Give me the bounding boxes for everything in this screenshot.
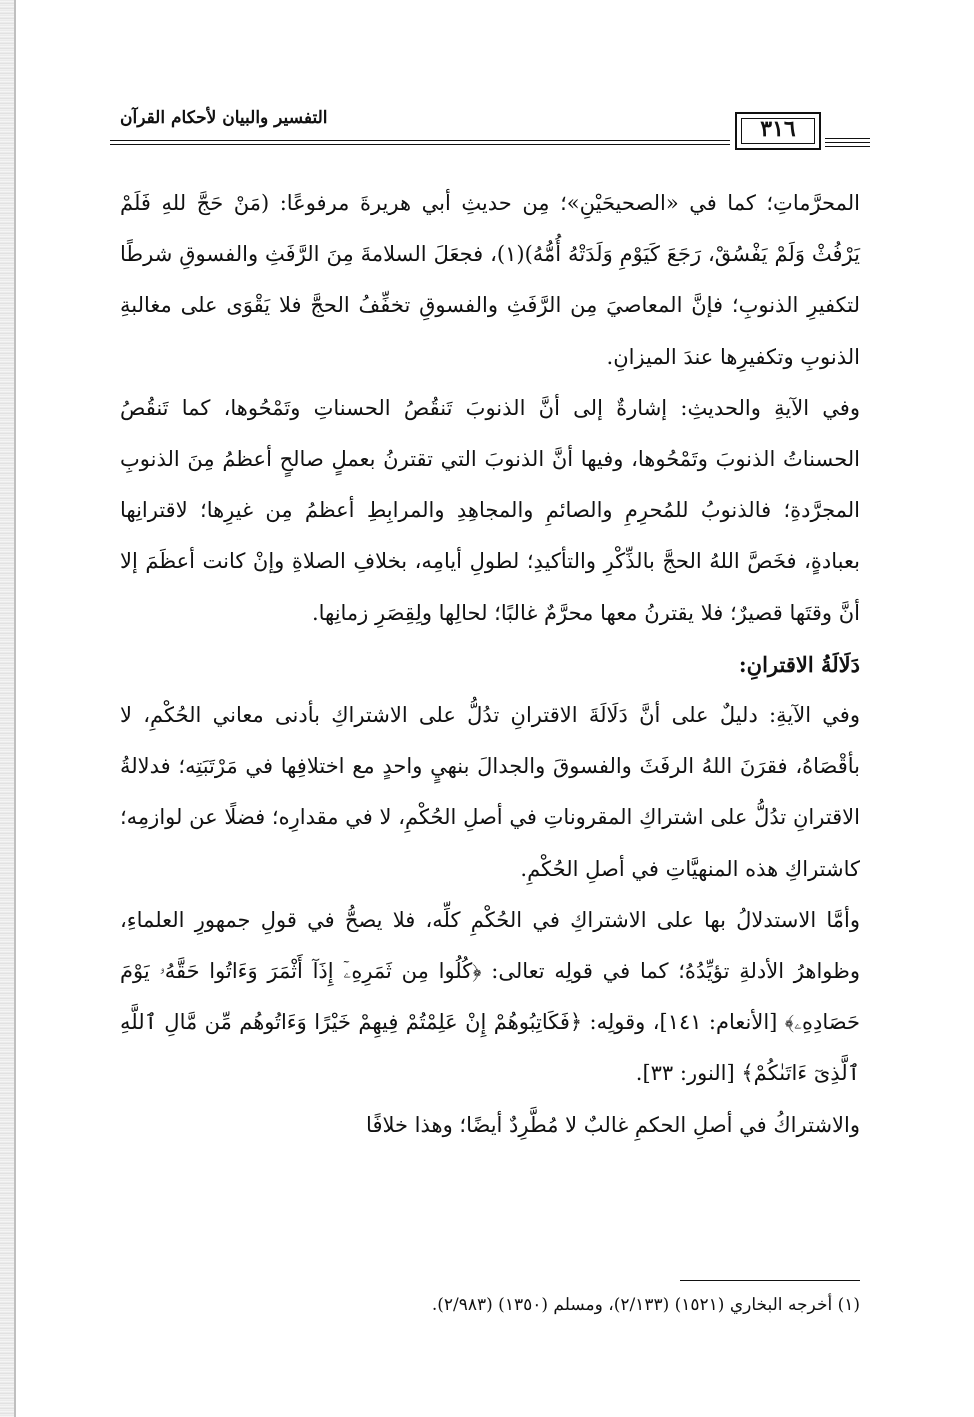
section-heading: دَلَالَةُ الاقترانِ: [738,651,860,677]
page-number: ٣١٦ [760,116,796,142]
header-rule [110,144,730,145]
paragraph: والاشتراكُ في أصلِ الحكمِ غالبٌ لا مُطَّرِدٌ أيضًا؛ وهذا خلافًا [366,1112,860,1137]
footnote: (١) أخرجه البخاري (١٥٢١) (٢/١٣٣)، ومسلم (١٣٥٠) (٢/٩٨٣). [431,1295,860,1315]
running-title: التفسير والبيان لأحكام القرآن [120,108,328,128]
scan-edge [0,0,14,1417]
paragraph: المحرَّماتِ؛ كما في «الصحيحَيْنِ»؛ مِن حديثِ أبي هريرةَ مرفوعًا: (مَنْ حَجَّ للهِ فَلَمْ يَرْفُثْ وَلَمْ يَفْسُقْ، رَجَعَ كَيَوْمِ وَلَدَتْهُ أُمُّهُ)(١)، فجعَلَ السلامةَ مِنَ الرَّفَثِ والفسوقِ شرطًا لتكفيرِ الذنوبِ؛ فإنَّ المعاصيَ مِن الرَّفَثِ والفسوقِ تخفِّفُ الحجَّ فلا يَقْوَى على مغالبةِ الذنوبِ وتكفيرِها عندَ الميزانِ. [120,191,860,369]
paragraph: وفي الآيةِ: دليلٌ على أنَّ دَلَالَةَ الاقترانِ تدُلُّ على الاشتراكِ بأدنى معاني الحُكْمِ، لا بأقْصَاهُ، فقرَنَ اللهُ الرفَثَ والفسوقَ والجدالَ بنهيٍ واحدٍ مع اختلافِها في مَرْتَبَتِه؛ فدلالةُ الاقترانِ تدُلُّ على اشتراكِ المقروناتِ في أصلِ الحُكْمِ، لا في مقدارِه؛ فضلًا عن لوازمِه؛ كاشتراكِ هذه المنهيَّاتِ في أصلِ الحُكْمِ. [120,703,860,881]
header-rule [825,138,870,139]
body-text [120,178,860,1151]
header-rule [825,146,870,147]
header-rule [825,142,870,143]
page-number-box [735,112,821,150]
header-rule [110,140,730,141]
page-header [110,98,870,158]
paragraph: وأمَّا الاستدلالُ بها على الاشتراكِ في الحُكْمِ كلِّه، فلا يصحُّ في قولِ جمهورِ العلماءِ، وظواهرُ الأدلةِ تؤيِّدُهُ؛ كما في قولِه تعالى: ﴿كُلُوا مِن ثَمَرِهِۦٓ إِذَآ أَثْمَرَ وَءَاتُوا حَقَّهُۥ يَوْمَ حَصَادِهِۦ﴾ [الأنعام: ١٤١]، وقولِه: ﴿فَكَاتِبُوهُمْ إِنْ عَلِمْتُمْ فِيهِمْ خَيْرًا وَءَاتُوهُم مِّن مَّالِ ٱللَّهِ ٱلَّذِىٓ ءَاتَىٰكُمْ﴾ [النور: ٣٣]. [120,907,860,1086]
footnote-rule [680,1280,860,1281]
paragraph: وفي الآيةِ والحديثِ: إشارةٌ إلى أنَّ الذنوبَ تَنقُصُ الحسناتِ وتَمْحُوها، كما تَنقُصُ الحسناتُ الذنوبَ وتَمْحُوها، وفيها أنَّ الذنوبَ التي تقترنُ بعملٍ صالحٍ أعظمُ مِنَ الذنوبِ المجرَّدةِ؛ فالذنوبُ للمُحرِمِ والصائمِ والمجاهِدِ والمرابِطِ أعظمُ مِن غيرِها؛ لاقترانِها بعبادةٍ، فخَصَّ اللهُ الحجَّ بالذِّكْرِ والتأكيدِ؛ لطولِ أيامِه، بخلافِ الصلاةِ وإنْ كانت أعظَمَ إلا أنَّ وقتَها قصيرٌ؛ فلا يقترنُ معها محرَّمٌ غالبًا؛ لحالِها ولِقِصَرِ زمانِها. [120,395,860,625]
scan-edge-line [14,0,16,1417]
